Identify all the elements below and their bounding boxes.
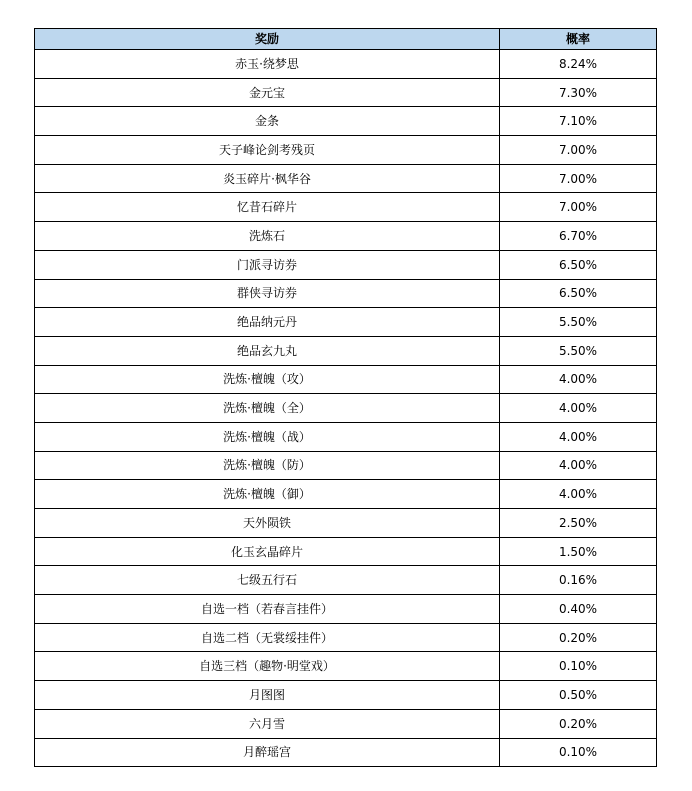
- reward-name-cell: 自选一档（若春言挂件）: [35, 595, 500, 624]
- reward-name-cell: 洗炼石: [35, 222, 500, 251]
- table-row: [35, 738, 657, 767]
- reward-table-container: [34, 28, 656, 767]
- table-row: [35, 222, 657, 251]
- probability-cell: 2.50%: [500, 509, 657, 538]
- probability-cell: 5.50%: [500, 336, 657, 365]
- table-row: [35, 566, 657, 595]
- reward-name-cell: 门派寻访券: [35, 250, 500, 279]
- probability-cell: 4.00%: [500, 451, 657, 480]
- probability-cell: 0.20%: [500, 709, 657, 738]
- probability-cell: 7.30%: [500, 78, 657, 107]
- table-row: [35, 709, 657, 738]
- reward-name-cell: 六月雪: [35, 709, 500, 738]
- reward-name-cell: 绝品纳元丹: [35, 308, 500, 337]
- table-row: [35, 336, 657, 365]
- probability-cell: 4.00%: [500, 480, 657, 509]
- reward-name-cell: 金元宝: [35, 78, 500, 107]
- reward-name-cell: 自选三档（趣物·明堂戏）: [35, 652, 500, 681]
- probability-cell: 1.50%: [500, 537, 657, 566]
- probability-cell: 4.00%: [500, 365, 657, 394]
- probability-cell: 0.20%: [500, 623, 657, 652]
- table-row: [35, 509, 657, 538]
- probability-cell: 6.50%: [500, 250, 657, 279]
- reward-name-cell: 洗炼·檀魄（御）: [35, 480, 500, 509]
- table-row: [35, 652, 657, 681]
- probability-cell: 7.00%: [500, 164, 657, 193]
- reward-name-cell: 炎玉碎片·枫华谷: [35, 164, 500, 193]
- reward-name-cell: 赤玉·绕梦思: [35, 50, 500, 79]
- reward-name-cell: 自选二档（无裳绥挂件）: [35, 623, 500, 652]
- table-row: [35, 365, 657, 394]
- reward-name-cell: 七级五行石: [35, 566, 500, 595]
- probability-cell: 7.00%: [500, 136, 657, 165]
- table-row: [35, 279, 657, 308]
- table-row: [35, 537, 657, 566]
- reward-name-cell: 天外陨铁: [35, 509, 500, 538]
- table-row: [35, 50, 657, 79]
- header-probability: 概率: [500, 29, 657, 50]
- probability-cell: 0.16%: [500, 566, 657, 595]
- reward-name-cell: 月醉瑶宫: [35, 738, 500, 767]
- probability-cell: 4.00%: [500, 422, 657, 451]
- probability-cell: 0.40%: [500, 595, 657, 624]
- reward-name-cell: 洗炼·檀魄（攻）: [35, 365, 500, 394]
- table-row: [35, 193, 657, 222]
- probability-cell: 0.50%: [500, 681, 657, 710]
- probability-cell: 0.10%: [500, 738, 657, 767]
- table-row: [35, 308, 657, 337]
- table-body: [35, 50, 657, 767]
- reward-name-cell: 忆昔石碎片: [35, 193, 500, 222]
- reward-name-cell: 月图图: [35, 681, 500, 710]
- probability-cell: 7.00%: [500, 193, 657, 222]
- reward-name-cell: 洗炼·檀魄（战）: [35, 422, 500, 451]
- reward-name-cell: 群侠寻访券: [35, 279, 500, 308]
- probability-cell: 7.10%: [500, 107, 657, 136]
- reward-name-cell: 绝品玄九丸: [35, 336, 500, 365]
- probability-cell: 6.50%: [500, 279, 657, 308]
- probability-cell: 6.70%: [500, 222, 657, 251]
- probability-cell: 5.50%: [500, 308, 657, 337]
- table-row: [35, 451, 657, 480]
- probability-cell: 0.10%: [500, 652, 657, 681]
- table-row: [35, 164, 657, 193]
- table-row: [35, 250, 657, 279]
- table-row: [35, 681, 657, 710]
- header-reward: 奖励: [35, 29, 500, 50]
- table-row: [35, 394, 657, 423]
- table-row: [35, 623, 657, 652]
- probability-cell: 4.00%: [500, 394, 657, 423]
- reward-name-cell: 天子峰论剑考残页: [35, 136, 500, 165]
- table-row: [35, 107, 657, 136]
- table-row: [35, 480, 657, 509]
- table-row: [35, 78, 657, 107]
- table-row: [35, 595, 657, 624]
- reward-name-cell: 金条: [35, 107, 500, 136]
- table-row: [35, 422, 657, 451]
- table-row: [35, 136, 657, 165]
- reward-name-cell: 洗炼·檀魄（全）: [35, 394, 500, 423]
- reward-name-cell: 洗炼·檀魄（防）: [35, 451, 500, 480]
- probability-cell: 8.24%: [500, 50, 657, 79]
- table-header-row: [35, 29, 657, 50]
- reward-probability-table: [34, 28, 657, 767]
- reward-name-cell: 化玉玄晶碎片: [35, 537, 500, 566]
